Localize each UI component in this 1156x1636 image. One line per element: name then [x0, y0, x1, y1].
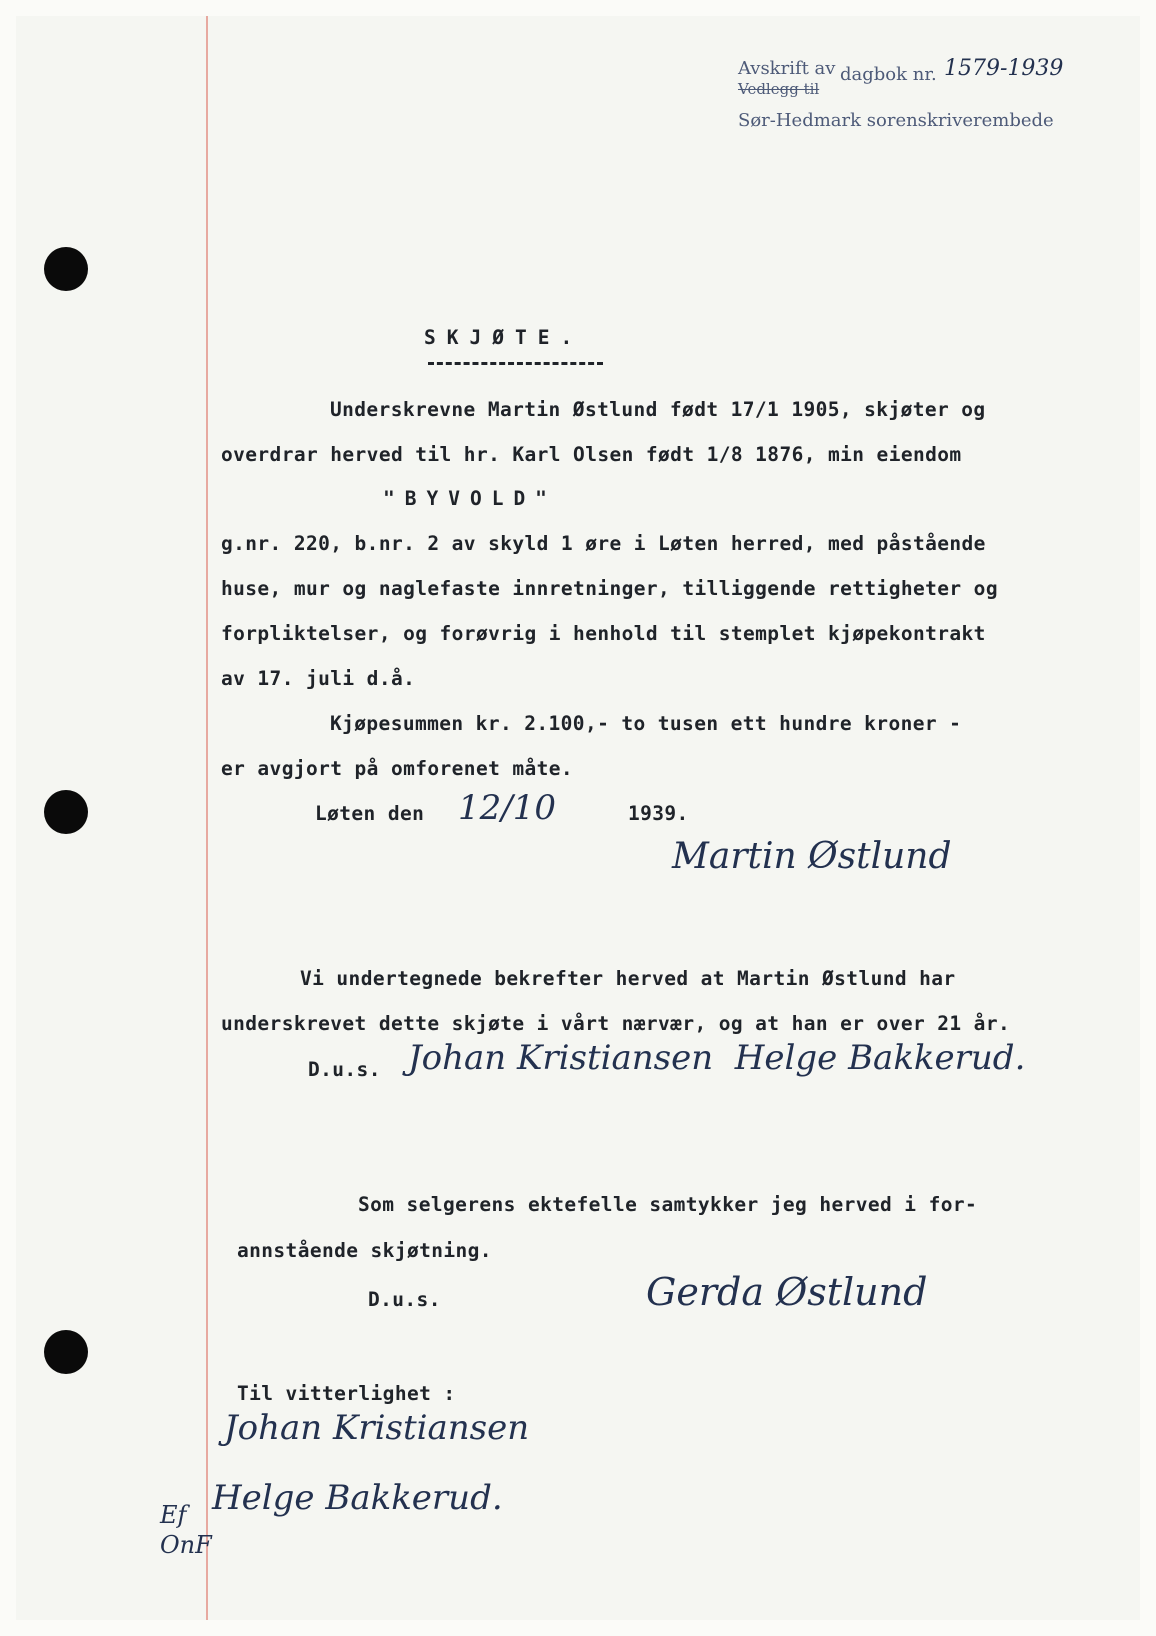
deed-line: av 17. juli d.å.	[221, 667, 416, 690]
stamp-office: Sør-Hedmark sorenskriverembede	[738, 110, 1054, 131]
stamp-crossed-label: Vedlegg til	[738, 80, 820, 98]
stamp-dagbok-label: dagbok nr.	[840, 64, 937, 85]
witness-dus: D.u.s.	[308, 1058, 381, 1081]
stamp-avskrift-label: Avskrift av	[738, 58, 836, 79]
paper-sheet	[16, 16, 1140, 1620]
deed-line: er avgjort på omforenet måte.	[221, 757, 574, 780]
punch-hole	[44, 790, 88, 834]
date-year: 1939.	[628, 802, 689, 825]
deed-line: huse, mur og naglefaste innretninger, tilliggende rettigheter og	[221, 577, 998, 600]
punch-hole	[44, 247, 88, 291]
spouse-dus: D.u.s.	[368, 1288, 441, 1311]
spouse-signature: Gerda Østlund	[646, 1270, 928, 1314]
deed-line: Kjøpesummen kr. 2.100,- to tusen ett hundre kroner -	[330, 712, 962, 735]
handwritten-date: 12/10	[458, 788, 556, 828]
title-underline	[428, 362, 603, 365]
spouse-line: annstående skjøtning.	[237, 1239, 492, 1262]
deed-line: forpliktelser, og forøvrig i henhold til stemplet kjøpekontrakt	[221, 622, 986, 645]
stamp-dagbok-number: 1579-1939	[944, 56, 1064, 81]
attestation-signature: Helge Bakkerud.	[212, 1478, 503, 1518]
place-date-label: Løten den	[315, 802, 425, 825]
punch-hole	[44, 1330, 88, 1374]
spouse-line: Som selgerens ektefelle samtykker jeg herved i for-	[358, 1193, 978, 1216]
witness-line: Vi undertegnede bekrefter herved at Martin Østlund har	[300, 967, 956, 990]
deed-line: g.nr. 220, b.nr. 2 av skyld 1 øre i Løten herred, med påstående	[221, 532, 986, 555]
witness-line: underskrevet dette skjøte i vårt nærvær, og at han er over 21 år.	[221, 1012, 1011, 1035]
deed-title: SKJØTE.	[424, 326, 584, 349]
margin-note: Ef OnF	[160, 1501, 212, 1559]
seller-signature: Martin Østlund	[672, 836, 952, 877]
property-name: "BYVOLD"	[383, 487, 557, 510]
margin-rule	[206, 16, 208, 1620]
witness-signatures: Johan Kristiansen Helge Bakkerud.	[408, 1038, 1026, 1078]
attestation-label: Til vitterlighet :	[237, 1382, 456, 1405]
attestation-signature: Johan Kristiansen	[224, 1408, 530, 1448]
deed-line: overdrar herved til hr. Karl Olsen født 1/8 1876, min eiendom	[221, 443, 962, 466]
deed-line: Underskrevne Martin Østlund født 17/1 1905, skjøter og	[330, 398, 986, 421]
